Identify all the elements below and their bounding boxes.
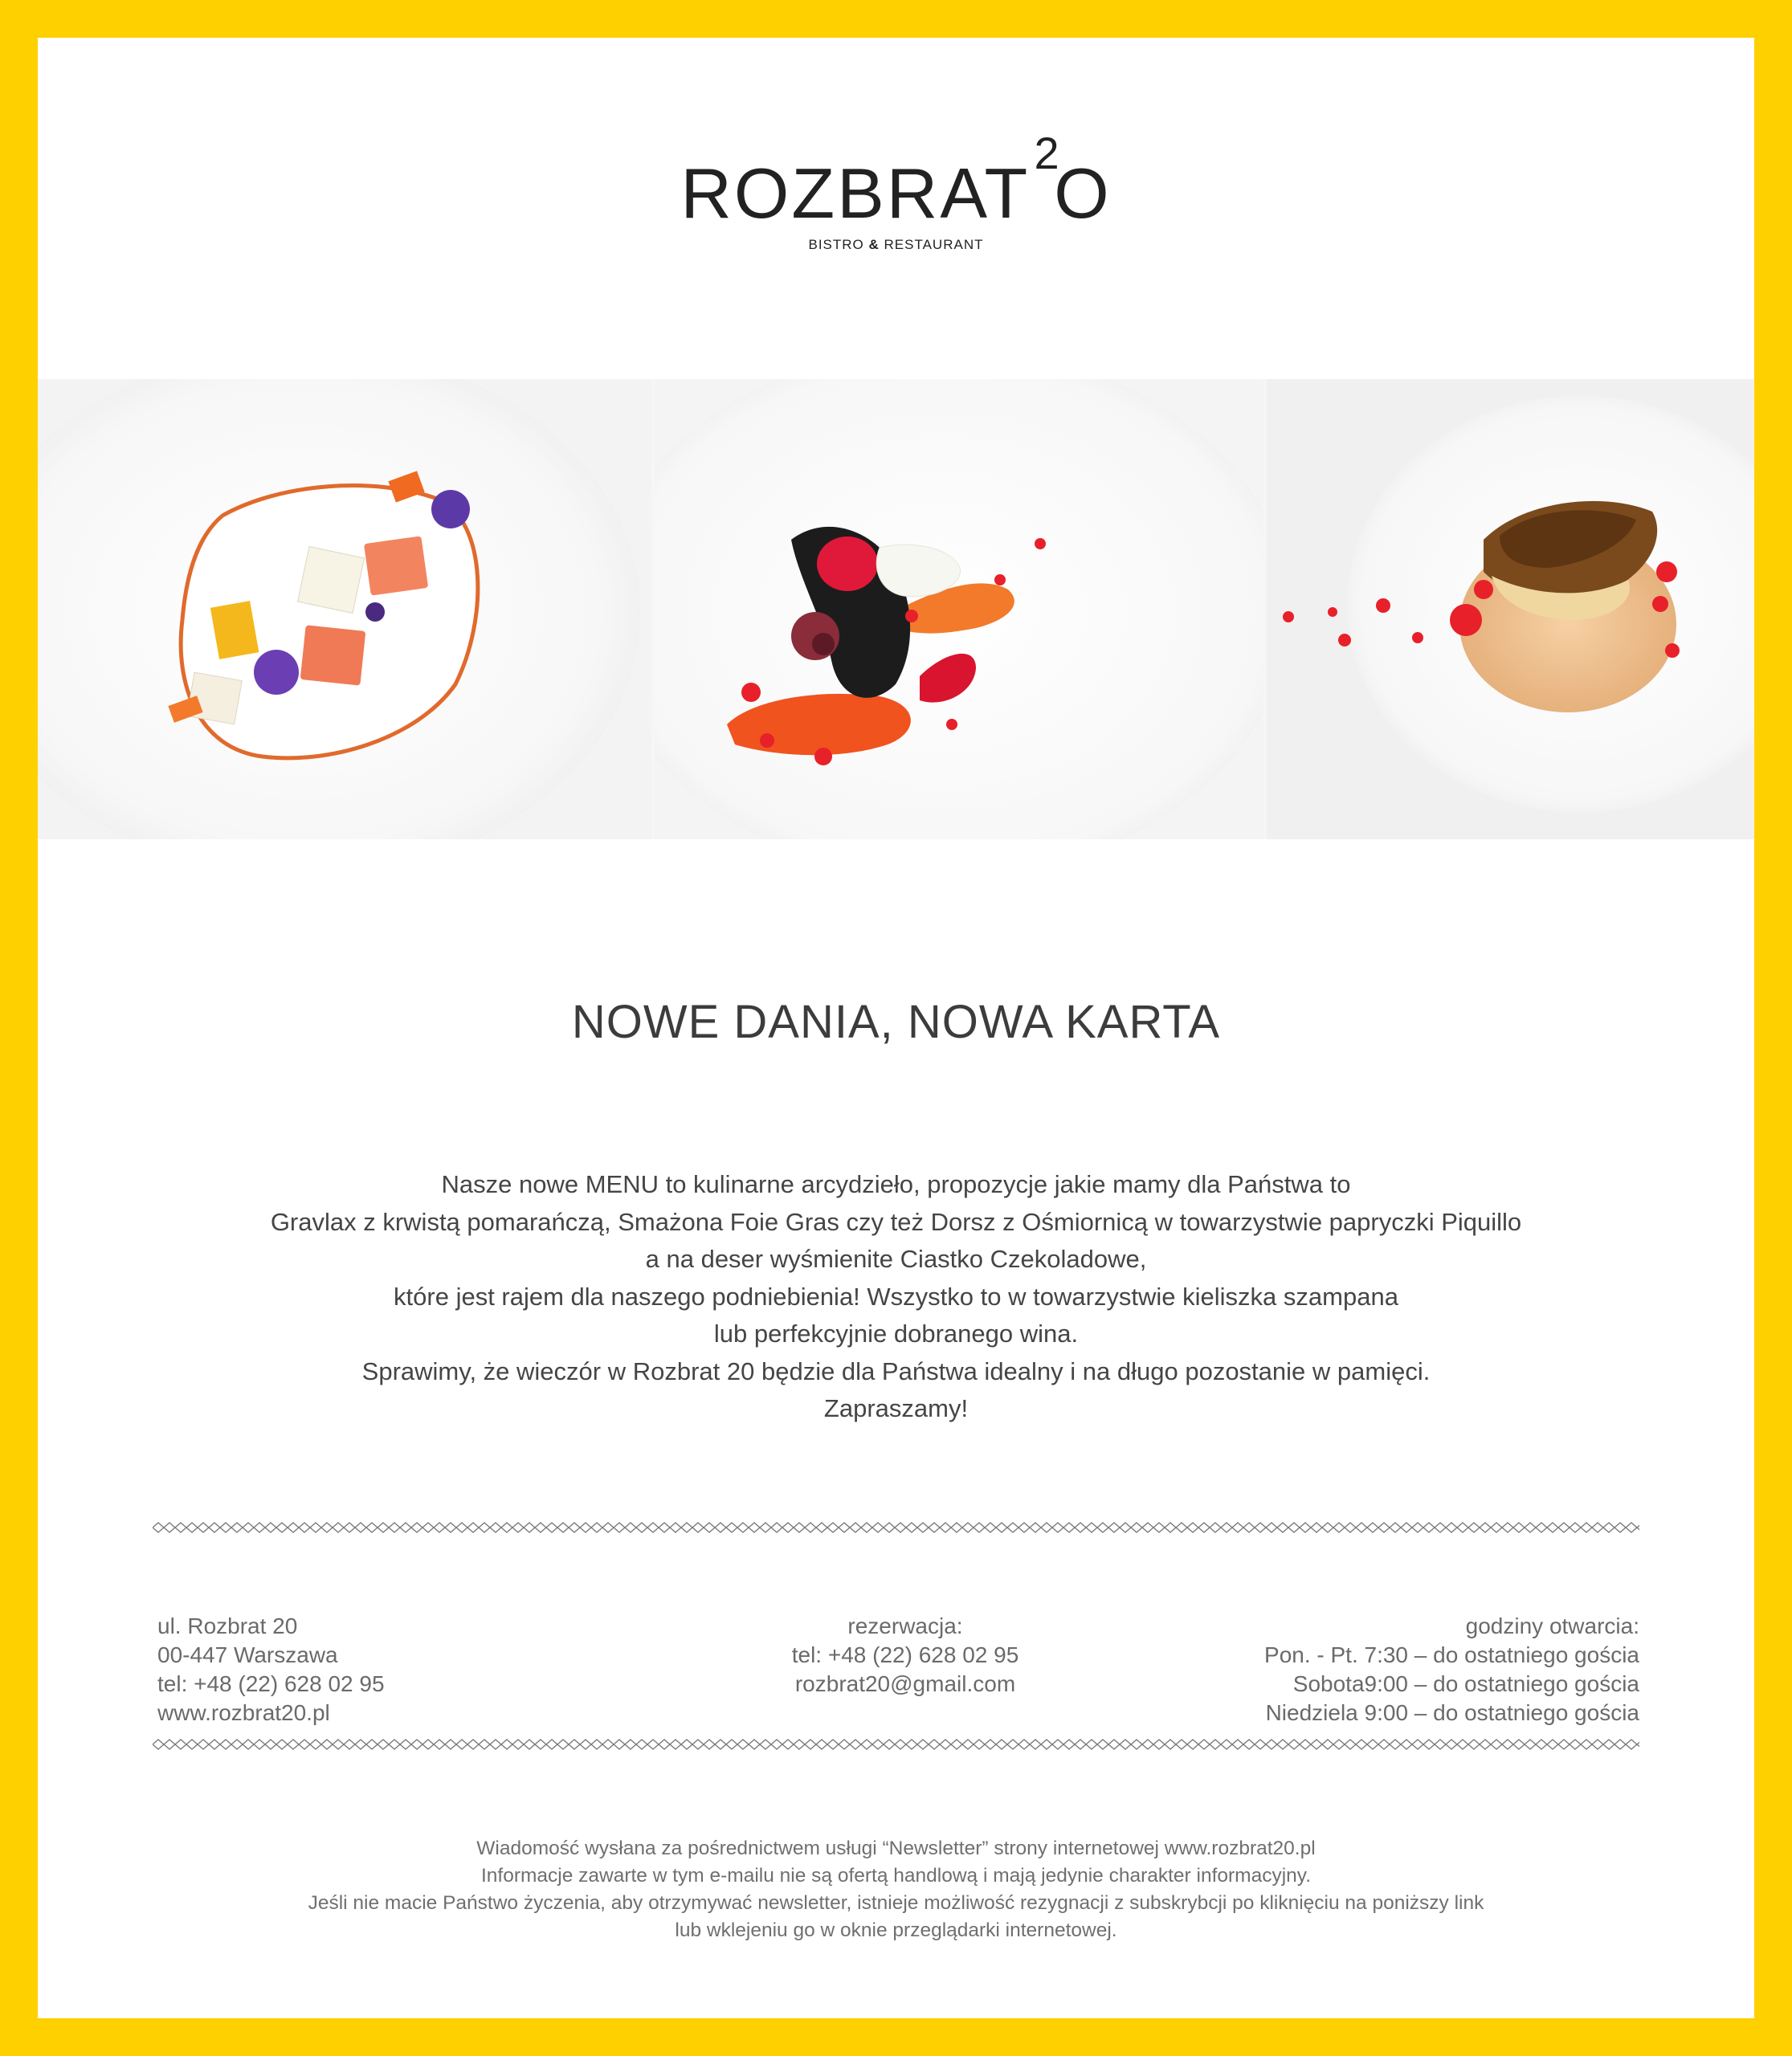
hours-saturday: Sobota9:00 – do ostatniego gościa (1292, 1671, 1639, 1696)
logo-superscript: 2 (1034, 128, 1062, 178)
dorsz-osmiornica-dish-photo (655, 379, 1263, 839)
body-line: Sprawimy, że wieczór w Rozbrat 20 będzie dla Państwa idealny i na długo pozostanie w pamięci. (361, 1356, 1431, 1385)
logo-subtitle (38, 237, 1754, 253)
footer-line: Jeśli nie macie Państwo życzenia, aby otrzymywać newsletter, istnieje możliwość rezygnacji z subskrybcji po kliknięciu na poniższy link (308, 1892, 1484, 1914)
logo-subtitle-before: BISTRO (808, 237, 869, 252)
reservation-email[interactable]: rozbrat20@gmail.com (794, 1671, 1016, 1696)
footer-line: lub wklejeniu go w oknie przeglądarki internetowej. (675, 1919, 1117, 1941)
zigzag-divider-top (153, 1520, 1639, 1536)
reservation-label: rezerwacja: (847, 1613, 963, 1638)
brand-logo[interactable] (38, 128, 1754, 253)
body-line: lub perfekcyjnie dobranego wina. (713, 1320, 1079, 1348)
address-city: 00-447 Warszawa (157, 1642, 338, 1667)
address-phone[interactable]: tel: +48 (22) 628 02 95 (157, 1671, 385, 1696)
zigzag-divider-bottom (153, 1736, 1639, 1752)
contact-reservation (640, 1612, 1170, 1699)
footer-line: Informacje zawarte w tym e-mailu nie są ofertą handlową i mają jedynie charakter informacyjny. (480, 1865, 1312, 1887)
newsletter-footer (118, 1835, 1674, 1944)
hours-sunday: Niedziela 9:00 – do ostatniego gościa (1265, 1700, 1639, 1725)
footer-line: Wiadomość wysłana za pośrednictwem usługi “Newsletter” strony internetowej www.rozbrat20.pl (476, 1838, 1316, 1859)
hours-label: godziny otwarcia: (1465, 1613, 1639, 1638)
contact-address (157, 1612, 385, 1728)
logo-wordmark (680, 128, 1112, 233)
contact-hours (1264, 1612, 1639, 1728)
page-title: NOWE DANIA, NOWA KARTA (571, 996, 1221, 1048)
website-link[interactable]: www.rozbrat20.pl (157, 1700, 330, 1725)
gravlax-dish-photo (38, 379, 651, 839)
address-street: ul. Rozbrat 20 (157, 1613, 298, 1638)
body-line: Gravlax z krwistą pomarańczą, Smażona Foie Gras czy też Dorsz z Ośmiornicą w towarzystwie papryczki Piquillo (270, 1207, 1522, 1236)
body-line: Zapraszamy! (823, 1394, 969, 1422)
logo-subtitle-amp: & (868, 237, 880, 252)
logo-subtitle-after: RESTAURANT (879, 237, 984, 252)
dish-photos (38, 379, 1754, 839)
body-line: Nasze nowe MENU to kulinarne arcydzieło, propozycje jakie mamy dla Państwa to (441, 1170, 1351, 1198)
body-line: a na deser wyśmienite Ciastko Czekoladowe, (645, 1245, 1147, 1273)
intro-text (158, 1166, 1634, 1428)
hours-weekday: Pon. - Pt. 7:30 – do ostatniego gościa (1264, 1642, 1639, 1667)
body-line: które jest rajem dla naszego podniebienia! Wszystko to w towarzystwie kieliszka szampana (394, 1282, 1398, 1311)
logo-trailing: O (1054, 153, 1112, 233)
logo-name: ROZBRAT (680, 153, 1031, 233)
foie-gras-dish-photo (1267, 379, 1754, 839)
newsletter-page (38, 38, 1754, 2018)
reservation-phone[interactable]: tel: +48 (22) 628 02 95 (791, 1642, 1019, 1667)
